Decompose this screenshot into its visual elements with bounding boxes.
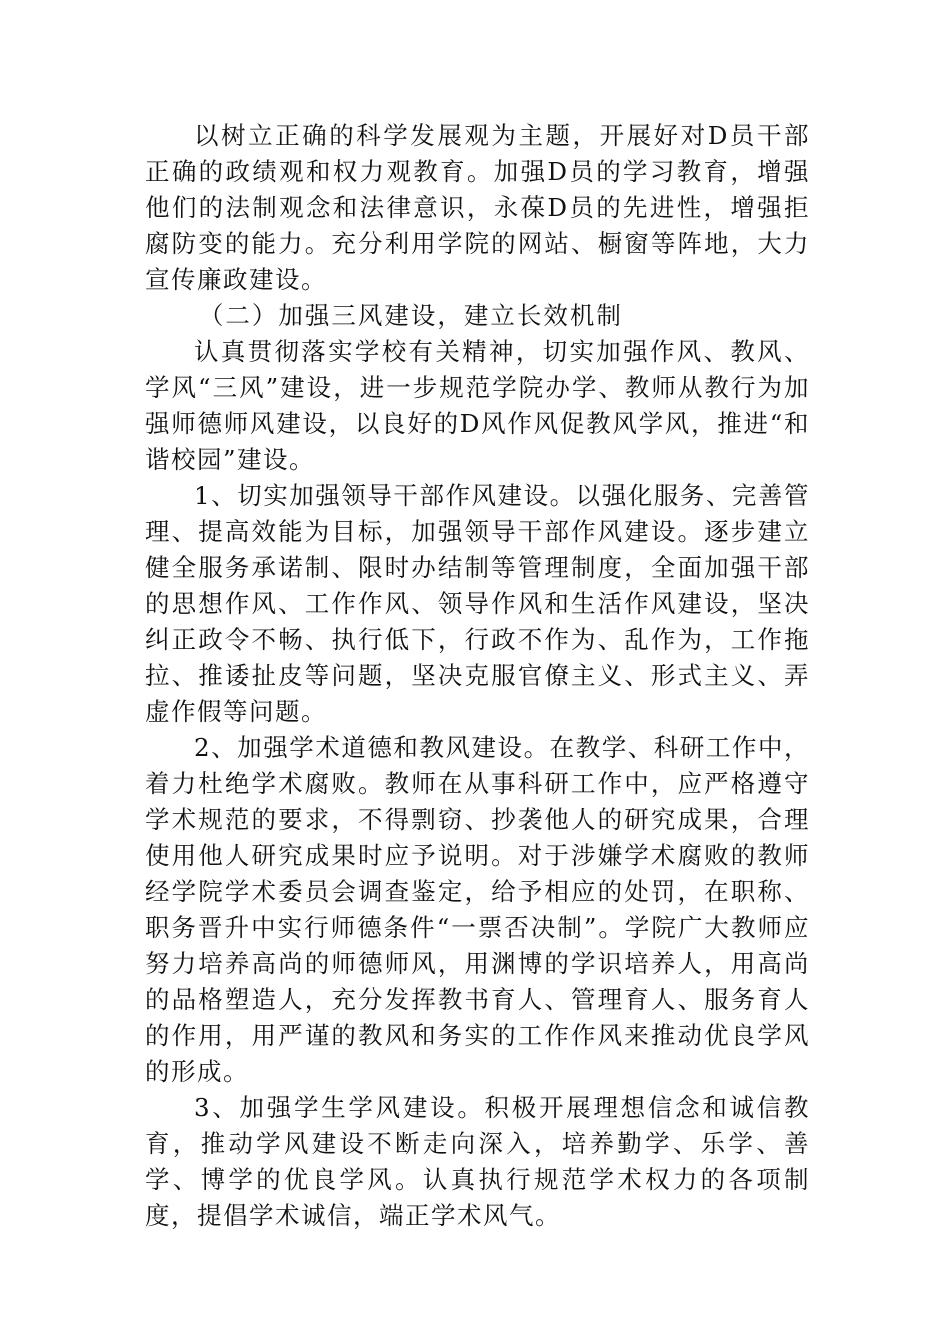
- paragraph-three-styles-intro: 认真贯彻落实学校有关精神，切实加强作风、教风、学风“三风”建设，进一步规范学院办学、教师从教行为加强师德师风建设，以良好的D风作风促教风学风，推进“和谐校园”建设。: [145, 337, 810, 474]
- paragraph-student-study-style: 3、加强学生学风建设。积极开展理想信念和诚信教育，推动学风建设不断走向深入，培养勤学、乐学、善学、博学的优良学风。认真执行规范学术权力的各项制度，提倡学术诚信，端正学术风气。: [145, 1093, 810, 1230]
- paragraph-leadership-style: 1、切实加强领导干部作风建设。以强化服务、完善管理、提高效能为目标，加强领导干部作风建设。逐步建立健全服务承诺制、限时办结制等管理制度，全面加强干部的思想作风、工作作风、领导作风和生活作风建设，坚决纠正政令不畅、执行低下，行政不作为、乱作为，工作拖拉、推诿扯皮等问题，坚决克服官僚主义、形式主义、弄虚作假等问题。: [145, 481, 810, 726]
- document-body: [145, 118, 810, 1234]
- paragraph-academic-ethics: 2、加强学术道德和教风建设。在教学、科研工作中，着力杜绝学术腐败。教师在从事科研工作中，应严格遵守学术规范的要求，不得剽窃、抄袭他人的研究成果，合理使用他人研究成果时应予说明。对于涉嫌学术腐败的教师经学院学术委员会调查鉴定，给予相应的处罚，在职称、职务晋升中实行师德条件“一票否决制”。学院广大教师应努力培养高尚的师德师风，用渊博的学识培养人，用高尚的品格塑造人，充分发挥教书育人、管理育人、服务育人的作用，用严谨的教风和务实的工作作风来推动优良学风的形成。: [145, 733, 810, 1086]
- section-heading-three-styles: （二）加强三风建设，建立长效机制: [198, 301, 623, 330]
- paragraph-education: 以树立正确的科学发展观为主题，开展好对D员干部正确的政绩观和权力观教育。加强D员的学习教育，增强他们的法制观念和法律意识，永葆D员的先进性，增强拒腐防变的能力。充分利用学院的网站、橱窗等阵地，大力宣传廉政建设。: [145, 121, 810, 294]
